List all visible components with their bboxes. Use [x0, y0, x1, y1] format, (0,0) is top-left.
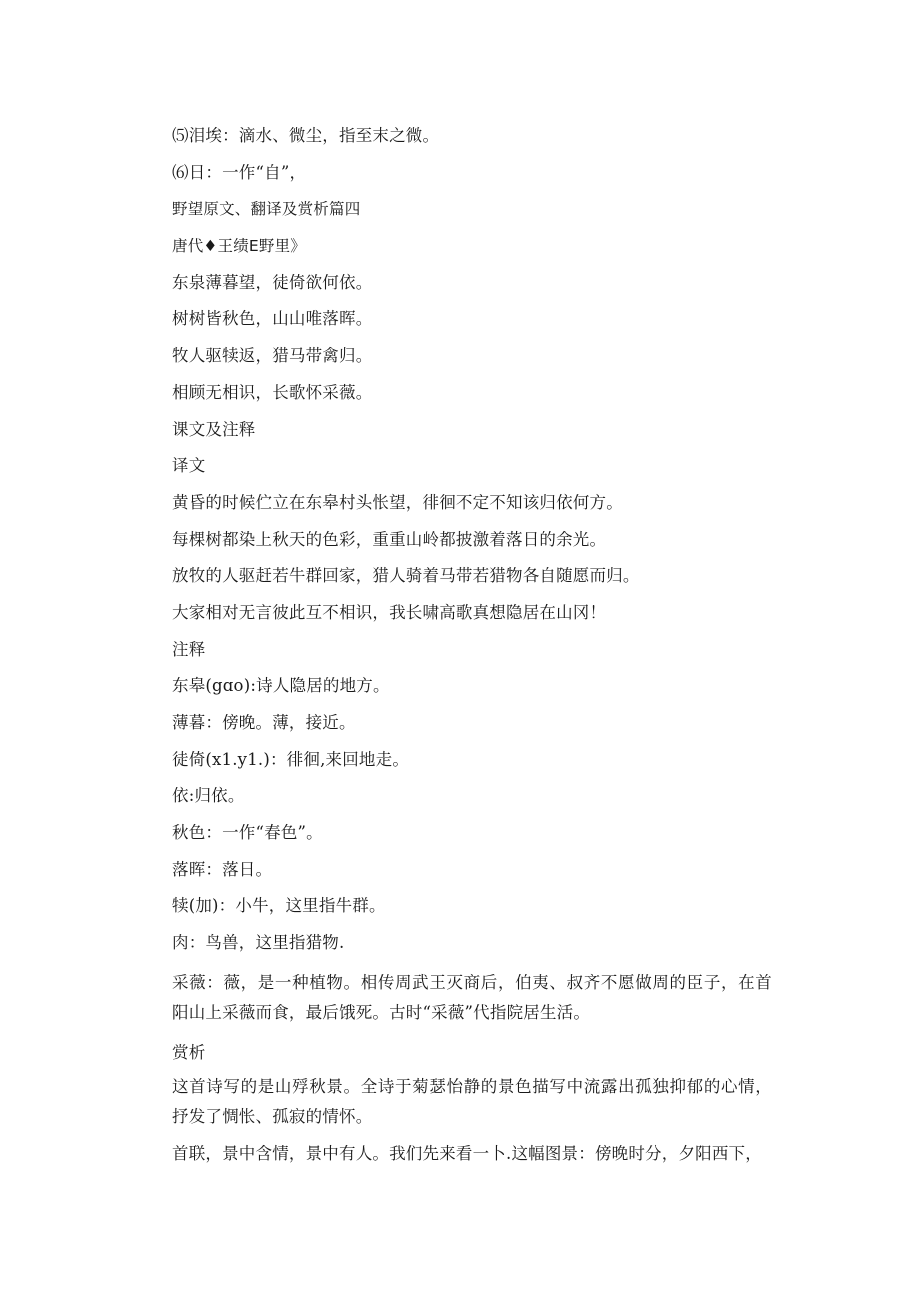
text-notes-heading: 课文及注释: [172, 419, 256, 439]
note-line: 肉：鸟兽，这里指猎物.: [172, 933, 345, 953]
note-line: ⑸泪埃：滴水、微尘，指至末之微。: [172, 126, 440, 145]
appreciation-paragraph: 首联，景中含情，景中有人。我们先来看一卜.这幅图景：傍晚时分，夕阳西下，: [172, 1143, 762, 1163]
translation-line: 黄昏的时候伫立在东皋村头怅望，徘徊不定不知该归依何方。: [172, 492, 623, 512]
note-line: ⑹日：一作“自”，: [172, 162, 307, 182]
document-body: [172, 118, 772, 1175]
appreciation-paragraph: 这首诗写的是山殍秋景。全诗于菊瑟怡静的景色描写中流露出孤独抑郁的心情，抒发了惆怅、孤寂的情怀。: [172, 1076, 772, 1126]
poem-line: 东泉薄暮望，徒倚欲何依。: [172, 272, 373, 292]
author-line: 唐代♦王绩E野里》: [172, 237, 306, 256]
note-line: 东皋(gɑo):诗人隐居的地方。: [172, 676, 390, 696]
note-line: 落晖：落日。: [172, 859, 273, 879]
translation-line: 大家相对无言彼此互不相识，我长啸高歌真想隐居在山冈！: [172, 602, 607, 622]
poem-line: 树树皆秋色，山山唯落晖。: [172, 309, 373, 329]
note-line: 薄暮：傍晚。薄，接近。: [172, 713, 356, 732]
note-line: 犊(加)：小牛，这里指牛群。: [172, 896, 386, 916]
poem-line: 牧人驱犊返，猎马带禽归。: [172, 346, 373, 366]
note-line: 徒倚(x1.y1.)：徘徊,来回地走。: [172, 749, 410, 769]
translation-heading: 译文: [172, 456, 206, 476]
note-line: 依:归依。: [172, 786, 245, 806]
notes-heading: 注释: [172, 639, 206, 659]
translation-line: 放牧的人驱赶若牛群回家，猎人骑着马带若猎物各自随愿而归。: [172, 566, 640, 586]
note-caiwei: 采薇：薇，是一种植物。相传周武王灭商后，伯夷、叔齐不愿做周的臣子，在首阳山上采薇而食，最后饿死。古时“采薇”代指院居生活。: [172, 972, 772, 1023]
appreciation-heading: 赏析: [172, 1042, 206, 1062]
note-line: 秋色：一作“春色”。: [172, 823, 323, 843]
translation-line: 每棵树都染上秋天的色彩，重重山岭都披激着落日的余光。: [172, 529, 607, 549]
poem-line: 相顾无相识，长歌怀采薇。: [172, 382, 373, 402]
section-title: 野望原文、翻译及赏析篇四: [172, 200, 361, 219]
